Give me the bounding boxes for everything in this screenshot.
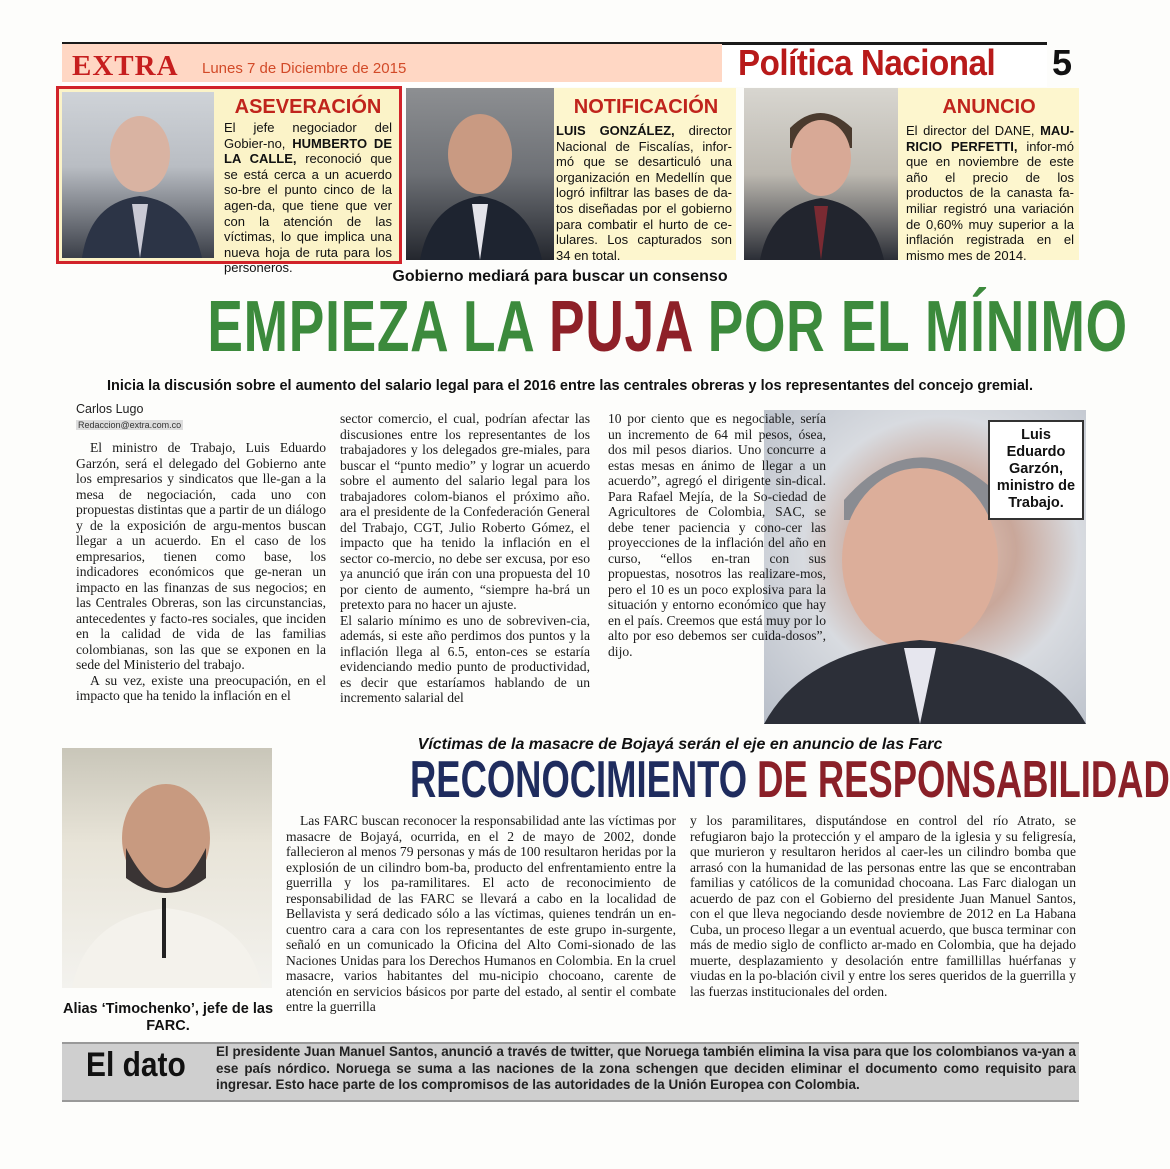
section-title: Política Nacional [738,42,996,83]
brand-logo: EXTRA [72,50,179,82]
photo-caption-timochenko: Alias ‘Timochenko’, jefe de las FARC. [62,1001,274,1034]
el-dato-label: El dato [86,1046,186,1084]
brief-text: LUIS GONZÁLEZ, director Nacional de Fiscalías, infor-mó que se desarticuló una organización en Medellín que logró infiltrar las bases de da-tos diseñadas por el gobierno para combatir el hurto de ce-lulares. Los capturados son 34 en total. [556,123,732,263]
story2-column-2: y los paramilitares, disputándose en control del río Atrato, se refugiaron bajo la protección y el amparo de la iglesia y su feligresía, que murieron y resultaron heridos al caer-les un cilindro bomba que arrasó con la humanidad de las personas entre las que se encontraban familias y católicos de la comunidad chocoana. Las Farc dialogan un acuerdo de paz con el Gobierno del presidente Juan Manuel Santos, con el que lleva negociando desde noviembre de 2012 en La Habana Cuba, un proceso llegar a un eventual acuerdo, que busca terminar con más de medio siglo de conflicto ar-mado en Colombia, que ha dejado muerte, desplazamiento y desolación entre famillillas huérfanas y viudas en la po-blación civil y entre los seres queridos de la guerrilla y las fuerzas institucionales del orden. [690,813,1076,999]
brief-heading: ANUNCIO [942,96,1036,118]
story2-column-1: Las FARC buscan reconocer la responsabilidad ante las víctimas por masacre de Bojayá, ocurrida, en el 2 de mayo de 2002, donde fallecieron al menos 79 personas y más de 100 resultaron heridas por la explosión de un cilindro bom-ba, producto del enfrentamiento entre la guerrilla y los pa-ramilitares. El acto de reconocimiento de responsabilidad de las FARC se llevará a cabo en la localidad de Bellavista y será dedicado sólo a las víctimas, quienes tendrán un en-cuentro cara a cara con los representantes de este grupo in-surgente, señaló en un comunicado la Oficina del Alto Comi-sionado de las Naciones Unidas para los Derechos Humanos en Colombia. En la cruel masacre, varios habitantes del mu-nicipio chocoano, carente de atención en servicios básicos por parte del estado, al sentir el combate entre la guerrilla [286,813,676,1014]
story-column-2: sector comercio, el cual, podrían afectar las discusiones entre los representantes de los trabajadores y los delegados gre-miales, para buscar el “punto medio” y lograr un acuerdo sobre el aumento del salario legal para los trabajadores colom-bianos el próximo año. ara el presidente de la Confederación General del Trabajo, CGT, Julio Roberto Gómez, el impacto que ha tenido la inflación en el sector co-mercio, no debe ser excusa, por eso ya anunció que irán con una propuesta del 10 por ciento de aumento, “siempre ha-brá un pretexto para no hacer un ajuste. El salario mínimo es uno de sobreviven-cia, además, si este año perdimos dos puntos y la inflación llega al 6.5, enton-ces se estaría evidenciando medio punto de productividad, es decir que estaríamos hablando de un incremento salarial del [340,411,590,705]
story-kicker: Gobierno mediará para buscar un consenso [392,268,728,285]
brief-photo-gonzalez [406,88,554,260]
brief-photo-perfetti [744,88,898,260]
page-number: 5 [1052,42,1073,83]
story-column-1: El ministro de Trabajo, Luis Eduardo Garzón, será el delegado del Gobierno ante los empresarios y sindicatos que lle-gan a la mesa de negociación, cada uno con propuestas distintas que a partir de un diálogo y de la exposición de argu-mentos buscan llegar a un acuerdo. En el caso de los empresarios, tienen como base, los indicadores económicos que ge-neran un impacto en las finanzas de sus negocios; en las Centrales Obreras, son las circunstancias, antecedentes y facto-res sociales, que inciden en la calidad de vida de las familias colombianas, son las que se exponen en la sede del Ministerio del trabajo. A su vez, existe una preocupación, en el impacto que ha tenido la inflación en el [76,440,326,703]
brief-text: El director del DANE, MAU-RICIO PERFETTI, infor-mó que en noviembre de este año el precio de los productos de la canasta fa-miliar registró una variación de 0,60% muy superior a la inflación registrada en el mismo mes de 2014. [906,123,1074,263]
el-dato-text: El presidente Juan Manuel Santos, anunció a través de twitter, que Noruega también elimina la visa para que los colombianos va-yan a ese país nórdico. Noruega se suma a las naciones de la zona schengen que deciden eliminar el documento como requisito para ingresar. Esto hace parte de los compromisos de las autoridades de la Unión Europea con Colombia. [216,1044,1076,1093]
story-headline: RECONOCIMIENTO DE RESPONSABILIDAD [410,751,1170,809]
story-deck: Inicia la discusión sobre el aumento del salario legal para el 2016 entre las centrales obreras y los representantes del concejo gremial. [107,378,1033,394]
byline: Carlos Lugo [76,402,144,416]
story-kicker: Víctimas de la masacre de Bojayá serán el eje en anuncio de las Farc [417,736,943,753]
brief-heading: ASEVERACIÓN [234,96,382,118]
brief-heading: NOTIFICACIÓN [573,96,719,118]
story-headline: EMPIEZA LA PUJA POR EL MÍNIMO [207,287,1128,367]
publication-date: Lunes 7 de Diciembre de 2015 [202,60,407,77]
brief-text: El jefe negociador del Gobier-no, HUMBERTO DE LA CALLE, reconoció que se está cerca a un acuerdo so-bre el punto cinco de la agen-da, que tiene que ver con la atención de las víctimas, lo que implica una nueva hoja de ruta para los personeros. [224,120,393,276]
brief-photo-de-la-calle [62,92,214,258]
story-column-3: 10 por ciento que es negociable, sería un incremento de 64 mil pesos, ósea, dos mil pesos diarios. Uno concurre a estas mesas en ánimo de llegar a un acuerdo”, agregó el dirigente sin-dical. Para Rafael Mejía, de la So-ciedad de Agricultores de Colombia, SAC, se debe tener paciencia y cono-cer las proyecciones de la inflación del año en curso, “ellos en-tran con sus propuestas, nosotros las realizare-mos, pero el 10 es un poco explosiva para la situación y entorno económico que hay en el país. Creemos que está muy por lo alto por eso debemos ser cuida-dosos”, dijo. [608,411,826,659]
photo-timochenko [62,748,272,988]
photo-caption-garzon: Luis Eduardo Garzón, ministro de Trabajo. [988,420,1084,520]
byline-email: Redaccion@extra.com.co [78,420,182,430]
